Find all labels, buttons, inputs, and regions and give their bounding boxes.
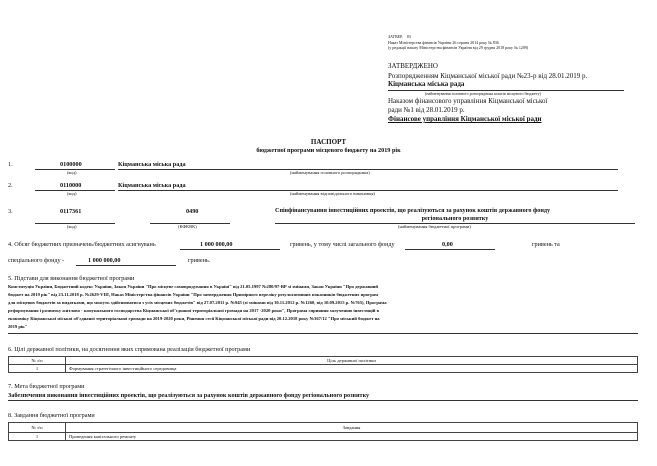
section-4-special: 1 000 000,00 (88, 257, 121, 264)
page-subtitle: бюджетної програми місцевого бюджету на 2019 рік (256, 147, 401, 154)
goals-row-text: Формування стратегічного інвестиційного середовища (66, 365, 638, 373)
row-2-code: 0110000 (60, 182, 82, 189)
row-3-code: 0117361 (60, 208, 82, 215)
approved-org-1-caption: (найменування головного розпорядника коштів місцевого бюджету) (425, 91, 541, 96)
row-2-num: 2. (8, 182, 13, 189)
section-5-line-3: для місцевих бюджетів за видатками, що можуть здійснюватися з усіх місцевих бюджетів" від 27.07.2011 р. №945 (зі змінами від 30.11.2012 р. №1260, від 10.09.2015 р. №765), Програма (8, 300, 387, 305)
stamp-line-1: Наказ Міністерства фінансів України 26 серпня 2014 року № 836 (388, 40, 499, 45)
row-3-name-a: Співфінансування інвестиційних проектів, що реалізуються за рахунок коштів державного фонду (275, 207, 551, 214)
row-1-num: 1. (8, 161, 13, 168)
goals-row-num: 1 (9, 365, 66, 373)
approved-order-2b: ради №1 від 28.01.2019 р. (388, 106, 465, 114)
section-4-special-label: спеціального фонду - (8, 257, 65, 264)
section-8-label: 8. Завдання бюджетної програми (8, 412, 95, 419)
row-2-caption-name: (найменування відповідального виконавця) (290, 191, 375, 196)
row-3-caption-name: (найменування бюджетної програми) (398, 224, 471, 229)
row-1-name: Кіцманська міська рада (118, 161, 186, 168)
row-1-caption-code: (код) (67, 170, 77, 175)
row-3-num: 3. (8, 208, 13, 215)
goals-table-header (9, 357, 638, 365)
goals-col-num: № з/п (9, 357, 66, 365)
tasks-row-num: 1 (9, 433, 66, 441)
approved-org-1: Кіцманська міська рада (388, 80, 465, 88)
section-4-special-tail: гривень. (188, 257, 211, 264)
section-5-line-5: економіку Кіцманської міської об'єднаної територіальної громади на 2019-2020 роки, Рішення сесії Кіцманської міської ради від 20.12.2018 року №367/12 "Про міський бюджет на (8, 316, 380, 321)
approved-order-2a: Наказом фінансового управління Кіцманської міської (388, 97, 548, 105)
row-2-caption-code: (код) (67, 191, 77, 196)
section-4-mid: гривень, у тому числі загального фонду (290, 241, 395, 248)
goals-table (8, 356, 638, 373)
goals-col-goal: Ціль державної політики (66, 357, 638, 365)
section-5-line-6: 2019 рік" (8, 324, 28, 329)
row-1-code: 0100000 (60, 161, 82, 168)
section-6-label: 6. Цілі державної політики, на досягнення яких спрямована реалізація бюджетної програми (8, 346, 251, 353)
tasks-col-task: Завдання (66, 423, 638, 433)
approved-title: ЗАТВЕРДЖЕНО (388, 62, 438, 70)
approved-order-1: Розпорядженням Кіцманської міської ради №23-р від 28.01.2019 р. (388, 72, 588, 80)
row-2-name: Кіцманська міська рада (118, 182, 186, 189)
row-3-caption-kfkvk: (КФКВК) (178, 224, 197, 229)
page-title: ПАСПОРТ (310, 138, 347, 146)
section-7-label: 7. Мета бюджетної програми (8, 383, 85, 390)
stamp-line-2: (у редакції наказу Міністерства фінансів України від 29 грудня 2018 року № 1209) (388, 45, 529, 50)
section-5-line-4: реформування і розвитку житлово - комунального господарства Кіцманської об'єднаної територіальної громади на 2017 -2020 роки", Програма сприяння залученню інвестицій в (8, 308, 380, 313)
table-row (9, 433, 638, 441)
section-5-line-1: Конституція України, Бюджетний кодекс України, Закон України "Про місцеве самоврядування в Україні" від 21.05.1997 №280/97-ВР зі змінами, Закон України "Про державний (8, 284, 379, 289)
section-5-label: 5. Підстави для виконання бюджетної програми (8, 275, 135, 282)
row-3-caption-code: (код) (67, 224, 77, 229)
section-4-total: 1 000 000,00 (200, 241, 233, 248)
section-7-text: Забезпечення виконання інвестиційних проектів, що реалізуються за рахунок коштів державного фонду регіонального розвитку (8, 392, 370, 399)
table-row (9, 365, 638, 373)
section-4-tail: гривень та (532, 241, 560, 248)
tasks-table (8, 422, 638, 441)
row-3-name-b: регіонального розвитку (421, 215, 489, 222)
section-4-general: 0,00 (442, 241, 453, 248)
row-1-caption-name: (найменування головного розпорядника) (290, 170, 370, 175)
tasks-row-text: Проведення капітального ремонту (66, 433, 638, 441)
section-4-label: 4. Обсяг бюджетних призначень/бюджетних асигнувань (8, 241, 156, 248)
row-3-kfkvk: 0490 (186, 208, 199, 215)
tasks-col-num: № з/п (9, 423, 66, 433)
tasks-table-header (9, 423, 638, 433)
approved-org-2: Фінансове управління Кіцманської міської ради (388, 115, 542, 123)
stamp-head: ЗАТВЕР. 83 (388, 34, 411, 39)
section-5-line-2: бюджет на 2019 рік" від 23.11.2018 р. №2629-VIII, Наказ Міністерства фінансів України "Про затвердження Примірного переліку результативних показників бюджетних програм (8, 292, 379, 297)
